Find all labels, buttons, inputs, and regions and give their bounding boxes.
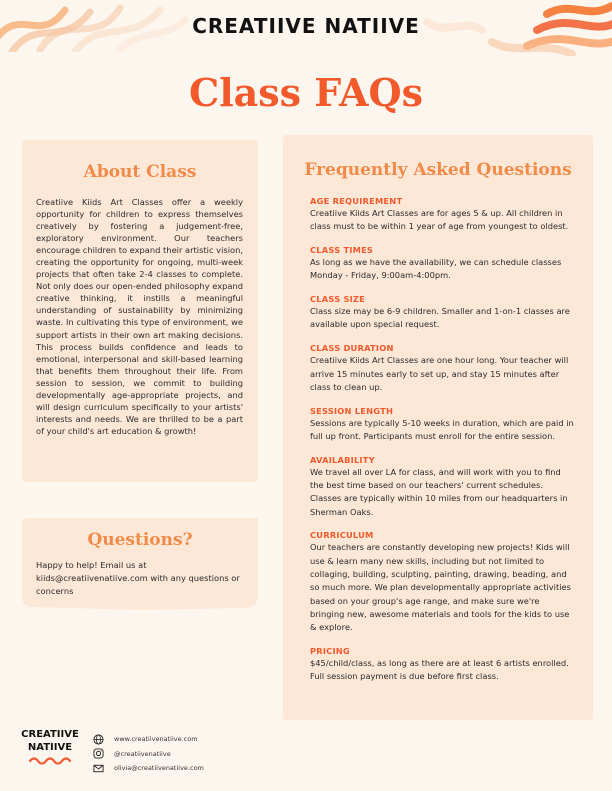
faq-item-age bbox=[310, 195, 575, 234]
faq-item-size bbox=[310, 293, 575, 332]
faq-item-times bbox=[310, 244, 575, 283]
squiggle-icon bbox=[28, 756, 72, 766]
faq-question: CLASS TIMES bbox=[310, 245, 374, 256]
questions-heading: Questions? bbox=[87, 530, 193, 550]
faq-item-duration bbox=[310, 342, 575, 394]
faq-answer: Sessions are typically 5-10 weeks in duration, which are paid in full up front. Participants must enroll for the entire session. bbox=[310, 417, 574, 441]
footer-logo-line1: CREATIIVE bbox=[21, 729, 79, 740]
faq-question: CLASS DURATION bbox=[310, 343, 394, 354]
faq-question: CLASS SIZE bbox=[310, 294, 366, 305]
instagram-icon bbox=[93, 748, 104, 759]
faq-question: AVAILABILITY bbox=[310, 454, 375, 465]
faq-question: SESSION LENGTH bbox=[310, 405, 394, 416]
faq-answer: Our teachers are constantly developing new projects! Kids will use & learn many new skills, including but not limited to collaging, building, sculpting, painting, drawing, beading, and so much more. We plan developmentally appropriate activities based on your group's age range, and make sure we're bringing new, awesome materials and tools for the kids to use & explore. bbox=[310, 542, 571, 633]
contact-email[interactable] bbox=[93, 761, 204, 775]
faq-question: AGE REQUIREMENT bbox=[310, 196, 403, 206]
about-heading: About Class bbox=[83, 162, 197, 182]
faq-heading: Frequently Asked Questions bbox=[304, 160, 572, 180]
faq-answer: Class size may be 6-9 children. Smaller and 1-on-1 classes are available upon special request. bbox=[310, 306, 570, 330]
faq-list bbox=[310, 195, 575, 694]
globe-icon bbox=[93, 734, 104, 745]
brand-name: CREATIIVE NATIIVE bbox=[192, 14, 420, 38]
faq-question: CURRICULUM bbox=[310, 530, 374, 541]
contact-website[interactable] bbox=[93, 732, 204, 746]
questions-body-text: Happy to help! Email us at kiids@creatiivenatiive.com with any questions or concerns bbox=[36, 560, 240, 596]
footer-logo-line2: NATIIVE bbox=[27, 742, 73, 753]
faq-answer: Creatiive Kiids Art Classes are one hour long. Your teacher will arrive 15 minutes early to set up, and stay 15 minutes after class to clean up. bbox=[310, 355, 569, 392]
instagram-handle[interactable]: @creatiivenatiive bbox=[114, 749, 171, 758]
faq-item-session-length bbox=[310, 405, 575, 444]
email-link[interactable]: olivia@creatiivenatiive.com bbox=[114, 764, 204, 772]
faq-answer: We travel all over LA for class, and will work with you to find the best time based on our teachers' current schedules. Classes are typically within 10 miles from our headquarters in Sherman Oaks. bbox=[310, 466, 568, 517]
about-body-text: Creatiive Kiids Art Classes offer a weekly opportunity for children to express themselves creatively by fostering a judgement-free, exploratory environment. Our teachers encourage children to expand their artistic vision, creating the opportunity for ongoing, multi-week projects that often take 2-4 classes to complete. Not only does our open-ended philosophy expand creative thinking, it instills a meaningful understanding of sustainability by minimizing waste. In cultivating this type of environment, we support artists in their own art making decisions. This process builds confidence and leads to emotional, interpersonal and skill-based learning that benefits them throughout their life. From session to session, we commit to building developmentally age-appropriate projects, and will design curriculum specifically to your artists' interests and needs. We are thrilled to be a part of your child's art education & growth! bbox=[36, 197, 243, 436]
website-link[interactable]: www.creatiivenatiive.com bbox=[114, 735, 198, 743]
faq-answer: $45/child/class, as long as there are at least 6 artists enrolled. Full session payment is due before first class. bbox=[310, 658, 569, 682]
footer-logo bbox=[20, 728, 80, 766]
faq-item-curriculum bbox=[310, 529, 575, 634]
faq-item-availability bbox=[310, 454, 575, 519]
contact-instagram[interactable] bbox=[93, 747, 204, 761]
footer-contacts bbox=[93, 732, 204, 776]
faq-answer: As long as we have the availability, we can schedule classes Monday - Friday, 9:00am-4:00pm. bbox=[310, 257, 562, 281]
faq-item-pricing bbox=[310, 645, 575, 684]
faq-answer: Creatiive Kiids Art Classes are for ages 5 & up. All children in class must to be within 1 year of age from youngest to oldest. bbox=[310, 208, 569, 232]
page-title: Class FAQs bbox=[188, 70, 424, 115]
envelope-icon bbox=[93, 763, 104, 774]
faq-question: PRICING bbox=[310, 646, 350, 657]
